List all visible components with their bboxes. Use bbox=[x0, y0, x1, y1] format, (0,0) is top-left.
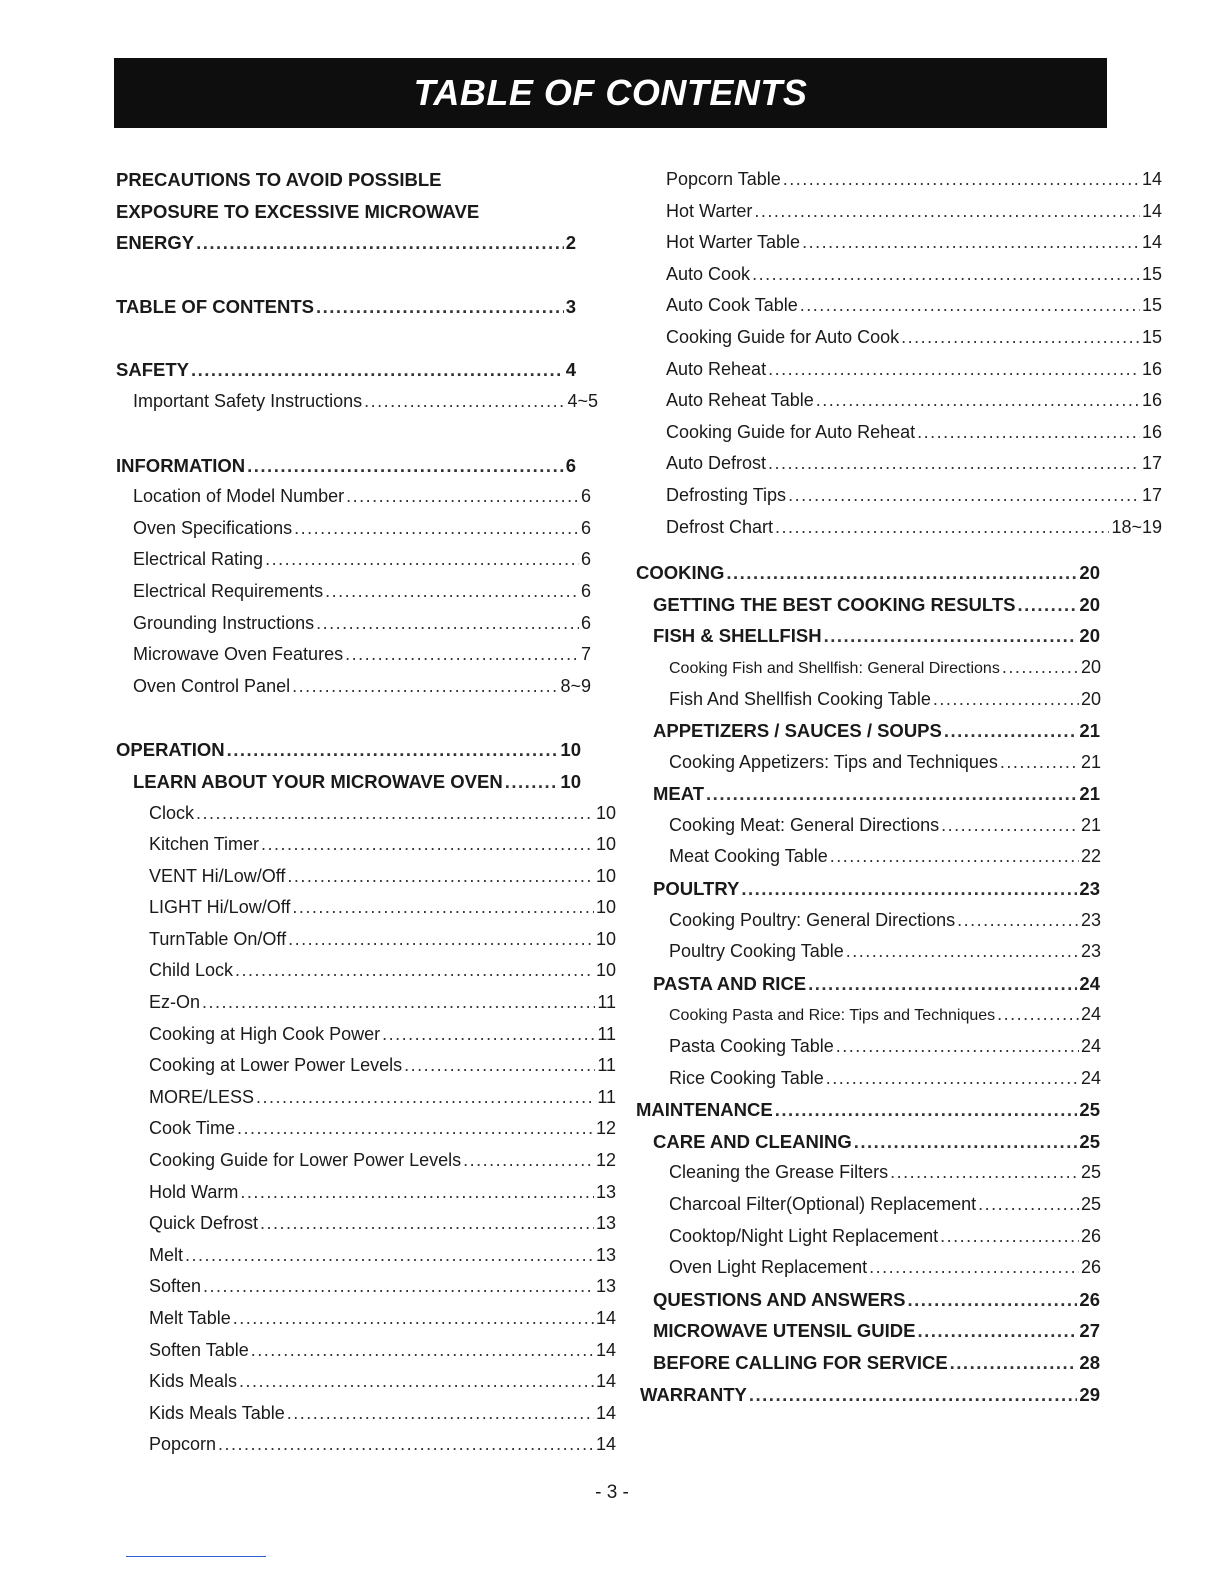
leader-dots bbox=[382, 1019, 595, 1051]
leader-dots bbox=[345, 639, 579, 671]
toc-entry-item[interactable]: Melt ..... 13 bbox=[116, 1240, 616, 1272]
toc-entry-item[interactable]: Cooking Meat: General Directions ..... 21 bbox=[636, 810, 1101, 842]
toc-entry-item[interactable]: Quick Defrost ..... 13 bbox=[116, 1208, 616, 1240]
toc-entry-precautions[interactable]: ENERGY ..... 2 bbox=[116, 227, 576, 259]
leader-dots bbox=[997, 999, 1079, 1031]
toc-entry-item[interactable]: Clock ..... 10 bbox=[116, 798, 616, 830]
toc-entry-safety-item[interactable]: Important Safety Instructions ..... 4~5 bbox=[116, 386, 598, 418]
footer-rule bbox=[126, 1556, 266, 1557]
leader-dots bbox=[754, 196, 1140, 228]
toc-entry-item[interactable]: Oven Control Panel ..... 8~9 bbox=[116, 671, 591, 703]
toc-entry-appetizers[interactable]: APPETIZERS / SAUCES / SOUPS ..... 21 bbox=[636, 715, 1100, 747]
leader-dots bbox=[826, 1063, 1079, 1095]
toc-entry-utensil[interactable]: MICROWAVE UTENSIL GUIDE ..... 27 bbox=[636, 1315, 1100, 1347]
leader-dots bbox=[944, 715, 1078, 747]
leader-dots bbox=[260, 1208, 594, 1240]
toc-entry-item[interactable]: Kitchen Timer ..... 10 bbox=[116, 829, 616, 861]
leader-dots bbox=[950, 1347, 1078, 1379]
toc-entry-pasta[interactable]: PASTA AND RICE ..... 24 bbox=[636, 968, 1100, 1000]
leader-dots bbox=[265, 544, 579, 576]
toc-entry-item[interactable]: Auto Defrost ..... 17 bbox=[636, 448, 1162, 480]
toc-entry-item[interactable]: Pasta Cooking Table ..... 24 bbox=[636, 1031, 1101, 1063]
toc-entry-item[interactable]: Electrical Rating ..... 6 bbox=[116, 544, 591, 576]
leader-dots bbox=[203, 1271, 594, 1303]
leader-dots bbox=[783, 164, 1140, 196]
leader-dots bbox=[218, 1429, 594, 1461]
leader-dots bbox=[1017, 589, 1077, 621]
leader-dots bbox=[292, 671, 558, 703]
toc-entry-item[interactable]: Cooking Pasta and Rice: Tips and Techniques ..... 24 bbox=[636, 999, 1101, 1031]
leader-dots bbox=[247, 450, 564, 482]
leader-dots bbox=[802, 227, 1140, 259]
leader-dots bbox=[202, 987, 595, 1019]
toc-entry-item[interactable]: Cooktop/Night Light Replacement ..... 26 bbox=[636, 1221, 1101, 1253]
toc-entry-item[interactable]: Cooking Appetizers: Tips and Techniques ..... 21 bbox=[636, 747, 1101, 779]
leader-dots bbox=[890, 1157, 1079, 1189]
leader-dots bbox=[940, 1221, 1079, 1253]
toc-entry-item[interactable]: Cooking Guide for Lower Power Levels ..... 12 bbox=[116, 1145, 616, 1177]
leader-dots bbox=[824, 620, 1078, 652]
toc-entry-item[interactable]: Cooking Fish and Shellfish: General Directions ..... 20 bbox=[636, 652, 1101, 684]
leader-dots bbox=[404, 1050, 595, 1082]
toc-entry-item[interactable]: Kids Meals ..... 14 bbox=[116, 1366, 616, 1398]
leader-dots bbox=[316, 608, 579, 640]
toc-entry-item[interactable]: TurnTable On/Off ..... 10 bbox=[116, 924, 616, 956]
leader-dots bbox=[908, 1284, 1078, 1316]
leader-dots bbox=[869, 1252, 1079, 1284]
toc-entry-item[interactable]: Cooking Guide for Auto Reheat ..... 16 bbox=[636, 417, 1162, 449]
leader-dots bbox=[836, 1031, 1079, 1063]
toc-entry-qa[interactable]: QUESTIONS AND ANSWERS ..... 26 bbox=[636, 1284, 1100, 1316]
leader-dots bbox=[261, 829, 594, 861]
toc-entry-item[interactable]: Child Lock ..... 10 bbox=[116, 955, 616, 987]
toc-entry-item[interactable]: Auto Reheat ..... 16 bbox=[636, 354, 1162, 386]
leader-dots bbox=[346, 481, 579, 513]
toc-entry-item[interactable]: Rice Cooking Table ..... 24 bbox=[636, 1063, 1101, 1095]
leader-dots bbox=[775, 512, 1109, 544]
toc-entry-item[interactable]: Fish And Shellfish Cooking Table ..... 20 bbox=[636, 684, 1101, 716]
toc-entry-item[interactable]: Hold Warm ..... 13 bbox=[116, 1177, 616, 1209]
toc-entry-item[interactable]: Kids Meals Table ..... 14 bbox=[116, 1398, 616, 1430]
leader-dots bbox=[1000, 747, 1079, 779]
leader-dots bbox=[235, 955, 594, 987]
toc-entry-cooking[interactable]: COOKING ..... 20 bbox=[636, 557, 1100, 589]
leader-dots bbox=[846, 936, 1079, 968]
toc-entry-item[interactable]: Cook Time ..... 12 bbox=[116, 1113, 616, 1145]
leader-dots bbox=[463, 1145, 594, 1177]
toc-entry-item[interactable]: LIGHT Hi/Low/Off ..... 10 bbox=[116, 892, 616, 924]
page-number: - 3 - bbox=[595, 1482, 629, 1503]
leader-dots bbox=[788, 480, 1140, 512]
toc-entry-item[interactable]: Oven Light Replacement ..... 26 bbox=[636, 1252, 1101, 1284]
leader-dots bbox=[800, 290, 1140, 322]
leader-dots bbox=[706, 778, 1077, 810]
toc-entry-precautions-line1: PRECAUTIONS TO AVOID POSSIBLE bbox=[116, 169, 442, 190]
toc-entry-item[interactable]: Ez-On ..... 11 bbox=[116, 987, 616, 1019]
leader-dots bbox=[239, 1366, 594, 1398]
toc-entry-item[interactable]: Hot Warter Table ..... 14 bbox=[636, 227, 1162, 259]
leader-dots bbox=[364, 386, 565, 418]
toc-left-column bbox=[116, 164, 616, 1461]
leader-dots bbox=[191, 354, 564, 386]
leader-dots bbox=[196, 227, 564, 259]
toc-entry-item[interactable]: Soften ..... 13 bbox=[116, 1271, 616, 1303]
leader-dots bbox=[816, 385, 1140, 417]
leader-dots bbox=[237, 1113, 594, 1145]
toc-entry-item[interactable]: Microwave Oven Features ..... 7 bbox=[116, 639, 591, 671]
page-title: TABLE OF CONTENTS bbox=[413, 72, 808, 113]
toc-entry-item[interactable]: Oven Specifications ..... 6 bbox=[116, 513, 591, 545]
toc-entry-item[interactable]: Hot Warter ..... 14 bbox=[636, 196, 1162, 228]
toc-entry-warranty[interactable]: WARRANTY ..... 29 bbox=[636, 1379, 1100, 1411]
header-banner bbox=[114, 58, 1107, 128]
toc-right-column bbox=[636, 164, 1162, 1410]
leader-dots bbox=[1002, 652, 1079, 684]
leader-dots bbox=[957, 905, 1079, 937]
leader-dots bbox=[196, 798, 594, 830]
leader-dots bbox=[768, 448, 1140, 480]
toc-entry-item[interactable]: Auto Reheat Table ..... 16 bbox=[636, 385, 1162, 417]
toc-entry-table-of-contents[interactable]: TABLE OF CONTENTS ..... 3 bbox=[116, 291, 576, 323]
toc-entry-item[interactable]: VENT Hi/Low/Off ..... 10 bbox=[116, 861, 616, 893]
leader-dots bbox=[901, 322, 1140, 354]
toc-entry-learn[interactable]: LEARN ABOUT YOUR MICROWAVE OVEN ..... 10 bbox=[116, 766, 581, 798]
toc-entry-item[interactable]: Popcorn ..... 14 bbox=[116, 1429, 616, 1461]
toc-entry-item[interactable]: Electrical Requirements ..... 6 bbox=[116, 576, 591, 608]
toc-entry-best-results[interactable]: GETTING THE BEST COOKING RESULTS ..... 20 bbox=[636, 589, 1100, 621]
leader-dots bbox=[256, 1082, 595, 1114]
toc-entry-maintenance[interactable]: MAINTENANCE ..... 25 bbox=[636, 1094, 1100, 1126]
toc-entry-operation[interactable]: OPERATION ..... 10 bbox=[116, 734, 581, 766]
leader-dots bbox=[808, 968, 1077, 1000]
toc-entry-item[interactable]: Melt Table ..... 14 bbox=[116, 1303, 616, 1335]
toc-entry-care[interactable]: CARE AND CLEANING ..... 25 bbox=[636, 1126, 1100, 1158]
leader-dots bbox=[240, 1177, 594, 1209]
toc-entry-item[interactable]: Location of Model Number ..... 6 bbox=[116, 481, 591, 513]
toc-entry-item[interactable]: Grounding Instructions ..... 6 bbox=[116, 608, 591, 640]
toc-entry-item[interactable]: Cooking Poultry: General Directions ..... 23 bbox=[636, 905, 1101, 937]
toc-entry-precautions-line2: EXPOSURE TO EXCESSIVE MICROWAVE bbox=[116, 200, 480, 222]
leader-dots bbox=[854, 1126, 1078, 1158]
leader-dots bbox=[917, 417, 1140, 449]
toc-entry-item[interactable]: Defrost Chart ..... 18~19 bbox=[636, 512, 1162, 544]
leader-dots bbox=[288, 924, 594, 956]
leader-dots bbox=[741, 873, 1077, 905]
toc-entry-fish[interactable]: FISH & SHELLFISH ..... 20 bbox=[636, 620, 1100, 652]
leader-dots bbox=[941, 810, 1079, 842]
leader-dots bbox=[233, 1303, 594, 1335]
toc-entry-item[interactable]: Popcorn Table ..... 14 bbox=[636, 164, 1162, 196]
toc-entry-item[interactable]: Auto Cook ..... 15 bbox=[636, 259, 1162, 291]
toc-entry-safety[interactable]: SAFETY ..... 4 bbox=[116, 354, 576, 386]
toc-entry-item[interactable]: Cooking Guide for Auto Cook ..... 15 bbox=[636, 322, 1162, 354]
leader-dots bbox=[830, 841, 1079, 873]
toc-entry-item[interactable]: Poultry Cooking Table ..... 23 bbox=[636, 936, 1101, 968]
leader-dots bbox=[287, 861, 594, 893]
toc-entry-item[interactable]: Charcoal Filter(Optional) Replacement ..... 25 bbox=[636, 1189, 1101, 1221]
toc-entry-information[interactable]: INFORMATION ..... 6 bbox=[116, 450, 576, 482]
toc-entry-item[interactable]: Cleaning the Grease Filters ..... 25 bbox=[636, 1157, 1101, 1189]
leader-dots bbox=[505, 766, 559, 798]
leader-dots bbox=[726, 557, 1077, 589]
toc-entry-item[interactable]: Soften Table ..... 14 bbox=[116, 1335, 616, 1367]
leader-dots bbox=[752, 259, 1140, 291]
leader-dots bbox=[775, 1094, 1078, 1126]
leader-dots bbox=[768, 354, 1140, 386]
toc-entry-item[interactable]: Cooking at High Cook Power ..... 11 bbox=[116, 1019, 616, 1051]
leader-dots bbox=[227, 734, 559, 766]
leader-dots bbox=[749, 1379, 1078, 1411]
leader-dots bbox=[316, 291, 564, 323]
toc-entry-item[interactable]: MORE/LESS ..... 11 bbox=[116, 1082, 616, 1114]
toc-entry-item[interactable]: Defrosting Tips ..... 17 bbox=[636, 480, 1162, 512]
toc-entry-item[interactable]: Auto Cook Table ..... 15 bbox=[636, 290, 1162, 322]
leader-dots bbox=[978, 1189, 1079, 1221]
leader-dots bbox=[933, 684, 1079, 716]
leader-dots bbox=[292, 892, 594, 924]
toc-entry-item[interactable]: Meat Cooking Table ..... 22 bbox=[636, 841, 1101, 873]
toc-entry-meat[interactable]: MEAT ..... 21 bbox=[636, 778, 1100, 810]
leader-dots bbox=[294, 513, 579, 545]
leader-dots bbox=[325, 576, 579, 608]
toc-entry-service[interactable]: BEFORE CALLING FOR SERVICE ..... 28 bbox=[636, 1347, 1100, 1379]
toc-entry-item[interactable]: Cooking at Lower Power Levels ..... 11 bbox=[116, 1050, 616, 1082]
leader-dots bbox=[917, 1315, 1077, 1347]
leader-dots bbox=[287, 1398, 594, 1430]
toc-entry-poultry[interactable]: POULTRY ..... 23 bbox=[636, 873, 1100, 905]
leader-dots bbox=[251, 1335, 594, 1367]
leader-dots bbox=[185, 1240, 594, 1272]
